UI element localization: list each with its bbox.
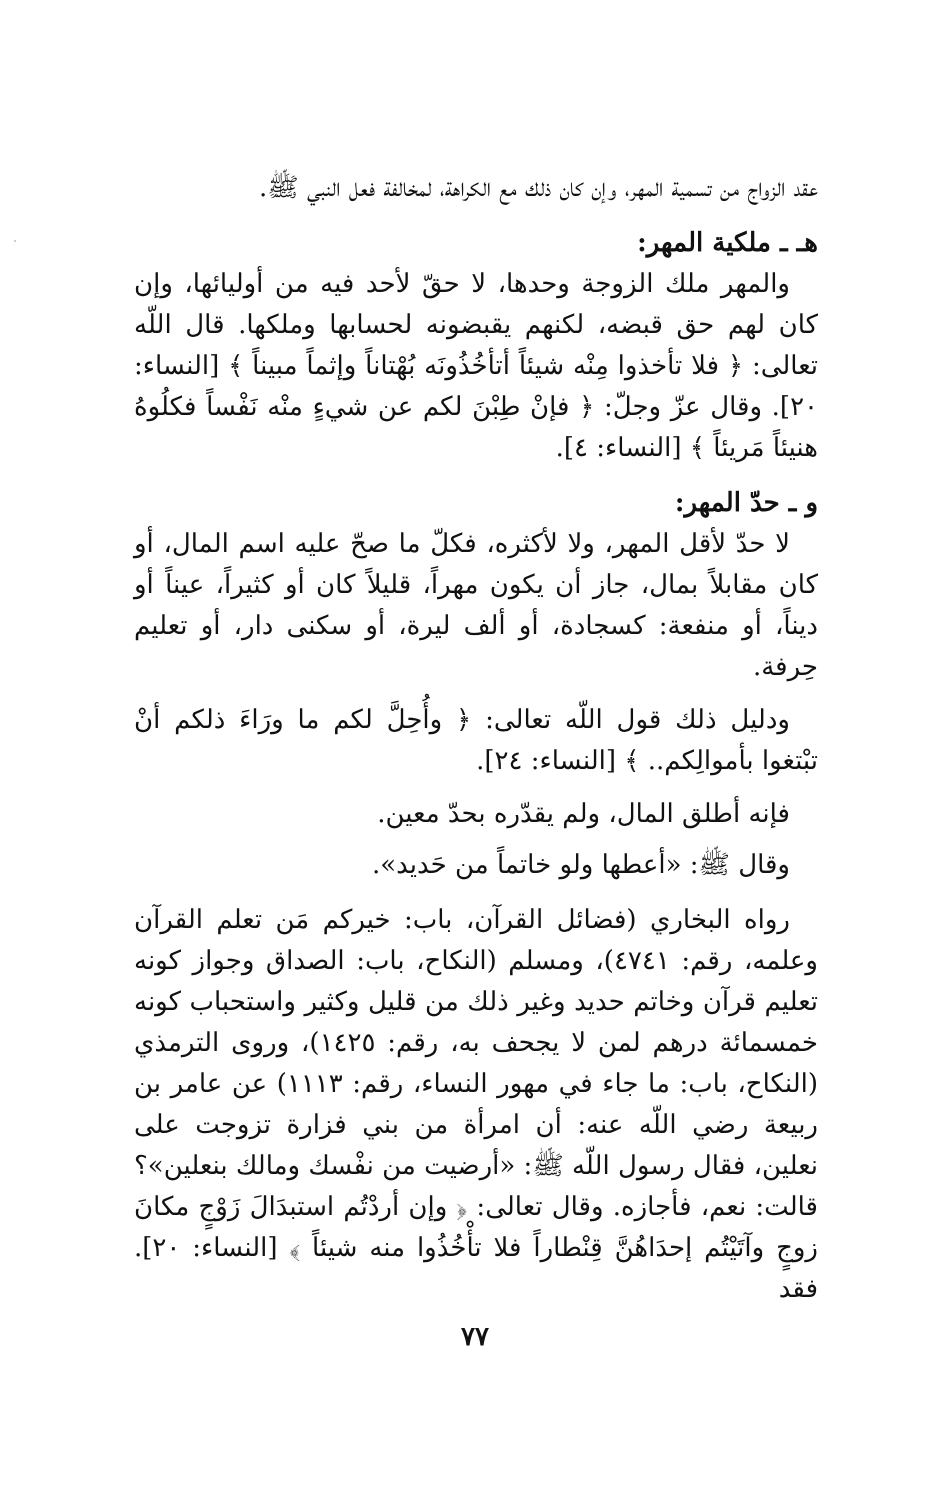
ownership-paragraph: والمهر ملك الزوجة وحدها، لا حقّ لأحد فيه من أوليائها، وإن كان لهم حق قبضه، لكنهم يقبضونه لحسابها وملكها. قال اللّه تعالى: ﴿ فلا تأخذوا مِنْه شيئاً أتأخُذُونَه بُهْتاناً وإثماً مبيناً ﴾ [النساء: ٢٠]. وقال عزّ وجلّ: ﴿ فإنْ طِبْنَ لكم عن شيءٍ منْه نَفْساً فكلُوهُ هنيئاً مَريئاً ﴾ [النساء: ٤]. bbox=[134, 269, 818, 463]
page-number: ٧٧ bbox=[461, 1322, 489, 1352]
footnote-paragraph: رواه البخاري (فضائل القرآن، باب: خيركم مَن تعلم القرآن وعلمه، رقم: ٤٧٤١)، ومسلم (النكاح، باب: الصداق وجواز كونه تعليم قرآن وخاتم حديد وغير ذلك من قليل وكثير واستحباب كونه خمسمائة درهم لمن لا يجحف به، رقم: ١٤٢٥)، وروى الترمذي (النكاح، باب: ما جاء في مهور النساء، رقم: ١١١٣) عن عامر بن ربيعة رضي اللّه عنه: أن امرأة من بني فزارة تزوجت على نعلين، فقال رسول اللّه ﷺ: «أرضيت من نفْسك ومالك بنعلين»؟ قالت: نعم، فأجازه. وقال تعالى: ﴿ وإن أردْتُم استبدَالَ زَوْجٍ مكانَ زوجٍ وآتَيْتُم إحدَاهُنَّ قِنْطاراً فلا تأْخُذُوا منه شيئاً ﴾ [النساء: ٢٠]. فقد bbox=[134, 905, 818, 1304]
intro-paragraph: عقد الزواج من تسمية المهر، وإن كان ذلك مع الكراهة، لمخالفة فعل النبي ﷺ. bbox=[259, 173, 818, 203]
page-body bbox=[134, 168, 818, 1310]
section-heading-limit: و ـ حدّ المهر: bbox=[674, 488, 818, 518]
unrestricted-paragraph: فإنه أطلق المال، ولم يقدّره بحدّ معين. bbox=[377, 799, 790, 829]
hadith-paragraph: وقال ﷺ: «أعطها ولو خاتماً من حَديد». bbox=[371, 850, 790, 880]
section-heading-ownership: هـ ـ ملكية المهر: bbox=[637, 228, 818, 258]
evidence-paragraph: ودليل ذلك قول اللّه تعالى: ﴿ وأُحِلَّ لكم ما ورَاءَ ذلكم أنْ تبْتغوا بأموالِكم.. ﴾ [النساء: ٢٤]. bbox=[134, 705, 818, 776]
scan-speck bbox=[14, 240, 16, 242]
limit-paragraph: لا حدّ لأقل المهر، ولا لأكثره، فكلّ ما صحّ عليه اسم المال، أو كان مقابلاً بمال، جاز أن يكون مهراً، قليلاً كان أو كثيراً، عيناً أو ديناً، أو منفعة: كسجادة، أو ألف ليرة، أو سكنى دار، أو تعليم حِرفة. bbox=[134, 529, 818, 682]
